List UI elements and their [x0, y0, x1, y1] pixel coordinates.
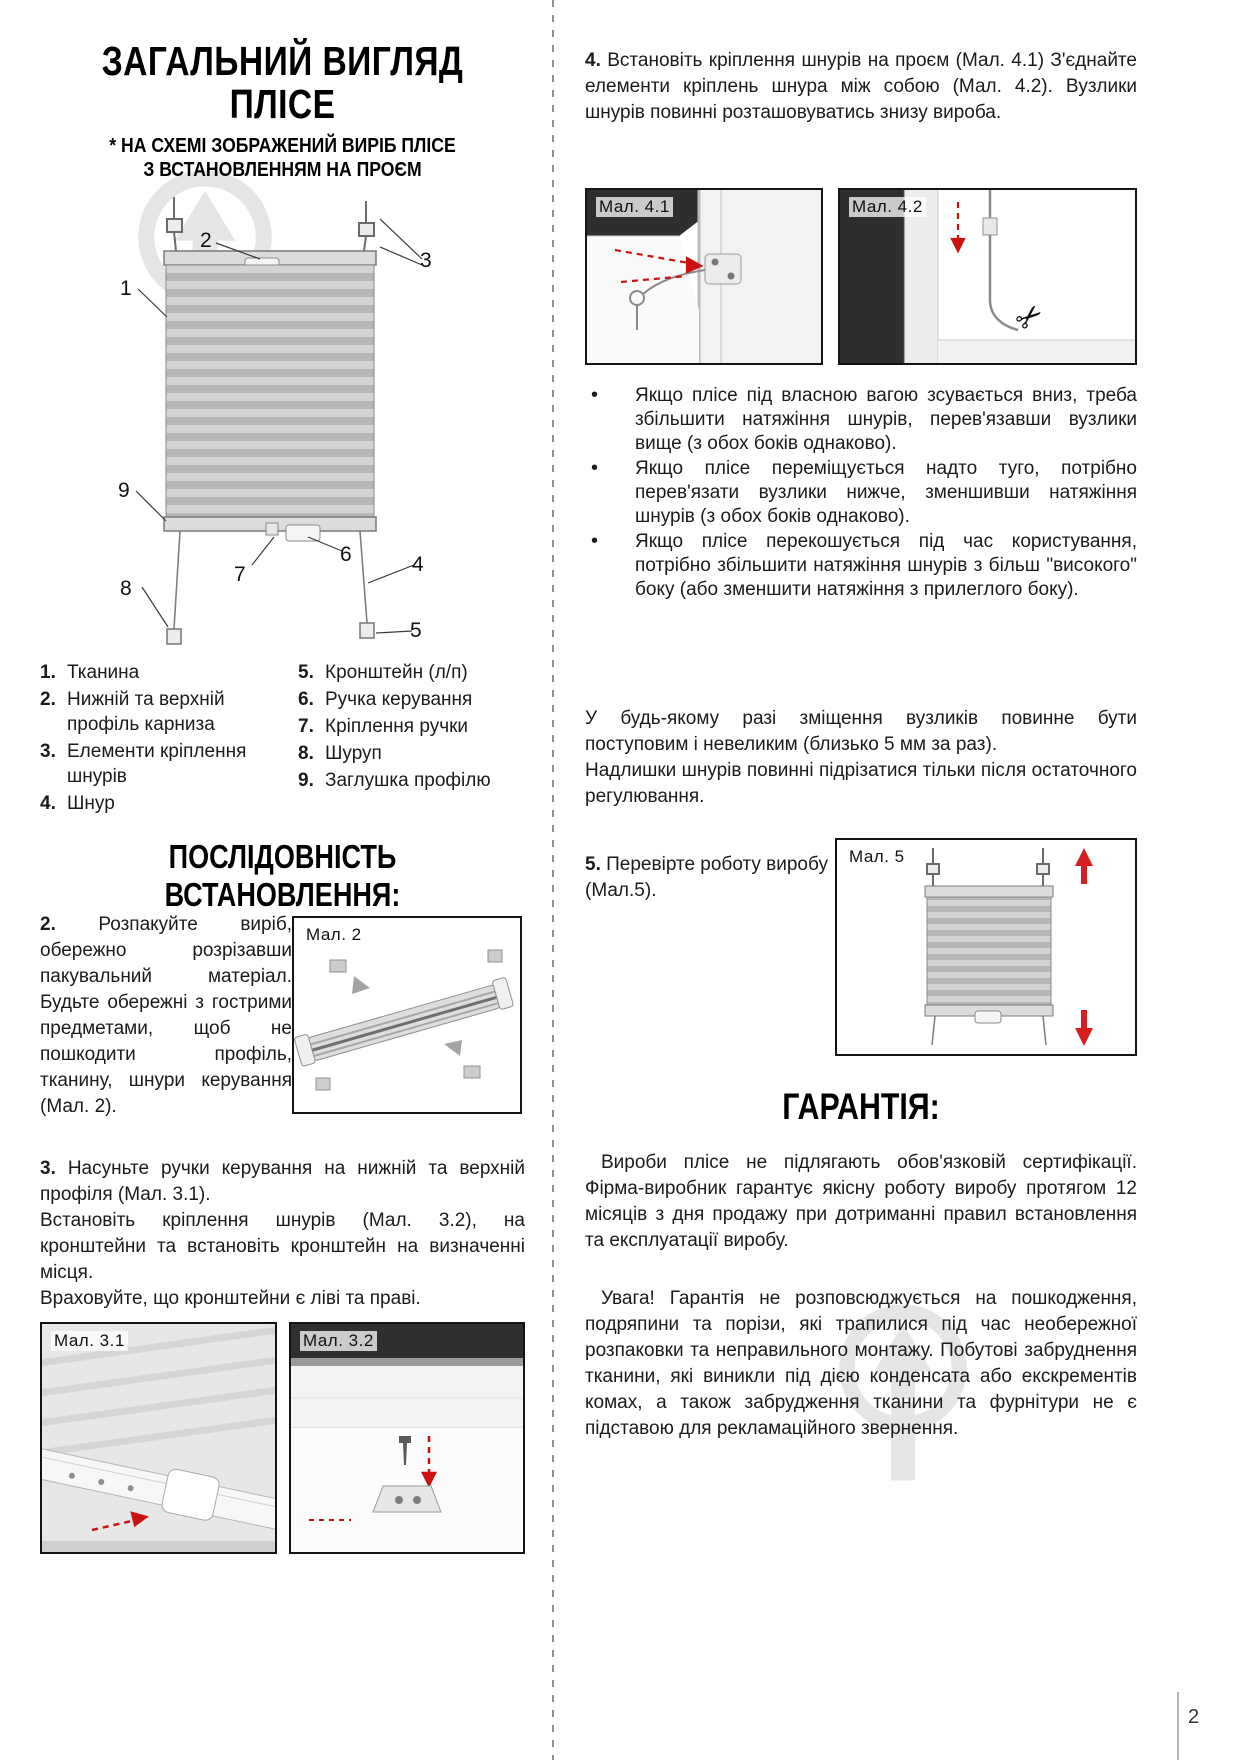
- tip-item: [585, 457, 1137, 529]
- diagram-label-3: 3: [420, 249, 432, 272]
- legend-item-number: 6.: [298, 689, 314, 710]
- diagram-label-6: 6: [340, 543, 352, 566]
- tip-item: [585, 530, 1137, 602]
- figure-3-1: [40, 1322, 277, 1554]
- step-5-block: [585, 836, 1137, 1060]
- legend-item-number: 5.: [298, 662, 314, 683]
- page-subtitle-line1: * НА СХЕМІ ЗОБРАЖЕНИЙ ВИРІБ ПЛІСЕ: [109, 135, 456, 157]
- figure-4-2: [838, 188, 1137, 365]
- diagram-label-1: 1: [120, 277, 132, 300]
- legend-item: [298, 660, 525, 685]
- page-title-line2: ПЛІСЕ: [229, 80, 336, 127]
- legend-item: [40, 791, 298, 816]
- figure-3-2-label: Мал. 3.2: [300, 1331, 377, 1351]
- figure-3-1-label: Мал. 3.1: [51, 1331, 128, 1351]
- step-2-number: 2.: [40, 914, 56, 935]
- page-title-line1: ЗАГАЛЬНИЙ ВИГЛЯД: [101, 38, 464, 84]
- legend-item-text: Тканина: [67, 662, 140, 683]
- right-column: [585, 0, 1137, 1760]
- step-5-text: [585, 836, 837, 904]
- step-2-body: Розпакуйте виріб, обережно розрізавши пакувальний матеріал. Будьте обережні з гострими предметами, щоб не пошкодити профіль, тканину, шнури керування (Мал. 2).: [40, 914, 292, 1117]
- scissors-icon: ✂: [1007, 294, 1052, 340]
- section-title-installation: ПОСЛІДОВНІСТЬ ВСТАНОВЛЕННЯ:: [164, 838, 401, 913]
- step-3-body1: Насуньте ручки керування на нижній та верхній профіля (Мал. 3.1).: [40, 1158, 525, 1205]
- legend-item-text: Шуруп: [325, 743, 382, 764]
- step-5-body: Перевірте роботу виробу (Мал.5).: [585, 854, 828, 901]
- step-2-text: [40, 912, 292, 1120]
- page-title: [84, 40, 482, 125]
- legend-column-1: [40, 660, 298, 818]
- legend-item: [298, 741, 525, 766]
- figure-5: [835, 838, 1137, 1056]
- legend-item-text: Кронштейн (л/п): [325, 662, 468, 683]
- step-4-number: 4.: [585, 50, 601, 71]
- legend-item: [298, 768, 525, 793]
- figure-4-1-label: Мал. 4.1: [596, 197, 673, 217]
- diagram-label-8: 8: [120, 577, 132, 600]
- legend-item: [40, 687, 298, 737]
- legend-item-text: Кріплення ручки: [325, 716, 469, 737]
- adjustment-tips-list: [585, 384, 1137, 603]
- figures-4-row: [585, 188, 1137, 365]
- legend-item-number: 2.: [40, 689, 56, 710]
- tip-item: [585, 384, 1137, 456]
- figure-4-1: [585, 188, 823, 365]
- page-number: 2: [1188, 1706, 1200, 1728]
- legend-item-text: Елементи кріплення шнурів: [67, 741, 247, 787]
- figure-4-2-label: Мал. 4.2: [849, 197, 926, 217]
- page-subtitle: [69, 134, 496, 183]
- diagram-label-9: 9: [118, 479, 130, 502]
- legend-item-text: Заглушка профілю: [325, 770, 491, 791]
- step-3-number: 3.: [40, 1158, 56, 1179]
- diagram-legend: [40, 660, 525, 818]
- legend-item-number: 3.: [40, 741, 56, 762]
- legend-item-number: 9.: [298, 770, 314, 791]
- warranty-paragraph-1: Вироби плісе не підлягають обов'язковій сертифікації. Фірма-виробник гарантує якісну роботу виробу протягом 12 місяців з дня продажу при дотриманні правил встановлення та експлуатації виробу.: [585, 1152, 1137, 1251]
- step-4-text: [585, 48, 1137, 126]
- figure-2: [292, 916, 522, 1114]
- step-3-block: [40, 1156, 525, 1312]
- tip-text: Якщо плісе переміщується надто туго, потрібно перев'язати вузлики нижче, зменшивши натяжіння шнурів (з обох боків однаково).: [635, 458, 1137, 527]
- adjustment-notes: [585, 706, 1137, 810]
- left-column: [40, 0, 525, 1760]
- diagram-label-5: 5: [410, 619, 422, 642]
- figure-5-label: Мал. 5: [846, 847, 908, 867]
- legend-item: [40, 739, 298, 789]
- figure-3-2-drawing: [291, 1324, 523, 1552]
- note-1: У будь-якому разі зміщення вузликів повинне бути поступовим і невеликим (близько 5 мм за раз).: [585, 708, 1137, 755]
- legend-column-2: [298, 660, 525, 818]
- legend-item-text: Шнур: [67, 793, 115, 814]
- bullet-marker: •: [591, 384, 599, 406]
- step-5-number: 5.: [585, 854, 601, 875]
- footer-divider: [1177, 1692, 1179, 1760]
- legend-item-number: 7.: [298, 716, 314, 737]
- note-2: Надлишки шнурів повинні підрізатися тільки після остаточного регулювання.: [585, 760, 1137, 807]
- step-3-line2: Встановіть кріплення шнурів (Мал. 3.2), на кронштейни та встановіть кронштейн на визначенні місця.: [40, 1210, 525, 1283]
- step-2-block: [40, 912, 525, 1152]
- column-divider: [552, 0, 554, 1760]
- diagram-label-4: 4: [412, 553, 424, 576]
- section-title-warranty: ГАРАНТІЯ:: [782, 1086, 940, 1127]
- legend-item: [298, 714, 525, 739]
- step-3-line3: Враховуйте, що кронштейни є ліві та праві.: [40, 1288, 421, 1309]
- legend-item-text: Нижній та верхній профіль карниза: [67, 689, 225, 735]
- figure-5-drawing: [837, 840, 1135, 1054]
- diagram-label-2: 2: [200, 229, 212, 252]
- tip-text: Якщо плісе перекошується під час користування, потрібно збільшити натяжіння шнурів з більш "високого" боку (або зменшити натяжіння з прилеглого боку).: [635, 531, 1137, 600]
- page-subtitle-line2: З ВСТАНОВЛЕННЯМ НА ПРОЄМ: [143, 159, 422, 182]
- diagram-label-7: 7: [234, 563, 246, 586]
- figure-3-1-drawing: [42, 1324, 275, 1552]
- step-4-body: Встановіть кріплення шнурів на проєм (Мал. 4.1) З'єднайте елементи кріплень шнура між собою (Мал. 4.2). Вузлики шнурів повинні розташовуватись знизу вироба.: [585, 50, 1137, 123]
- figure-2-drawing: [294, 918, 520, 1112]
- step-3-line1: [40, 1156, 525, 1208]
- warranty-paragraph-2: Увага! Гарантія не розповсюджується на пошкодження, подряпини та порізи, які трапилися під час необережної розпаковки та неправильного монтажу. Побутові забруднення тканини, які виникли під дією конденсата або екскрементів комах, а також забрудження тканини та фурнітури не є підставою для рекламаційного звернення.: [585, 1288, 1137, 1439]
- figure-2-label: Мал. 2: [303, 925, 365, 945]
- blind-overview-diagram: [40, 185, 525, 655]
- bullet-marker: •: [591, 530, 599, 552]
- legend-item-number: 4.: [40, 793, 56, 814]
- legend-item-number: 1.: [40, 662, 56, 683]
- blind-diagram-drawing: [40, 185, 525, 655]
- figures-3-row: [40, 1322, 525, 1554]
- legend-item-number: 8.: [298, 743, 314, 764]
- tip-text: Якщо плісе під власною вагою зсувається вниз, треба збільшити натяжіння шнурів, перев'язавши вузлики вище (з обох боків однаково).: [635, 385, 1137, 454]
- legend-item: [298, 687, 525, 712]
- bullet-marker: •: [591, 457, 599, 479]
- figure-3-2: [289, 1322, 525, 1554]
- legend-item-text: Ручка керування: [325, 689, 473, 710]
- legend-item: [40, 660, 298, 685]
